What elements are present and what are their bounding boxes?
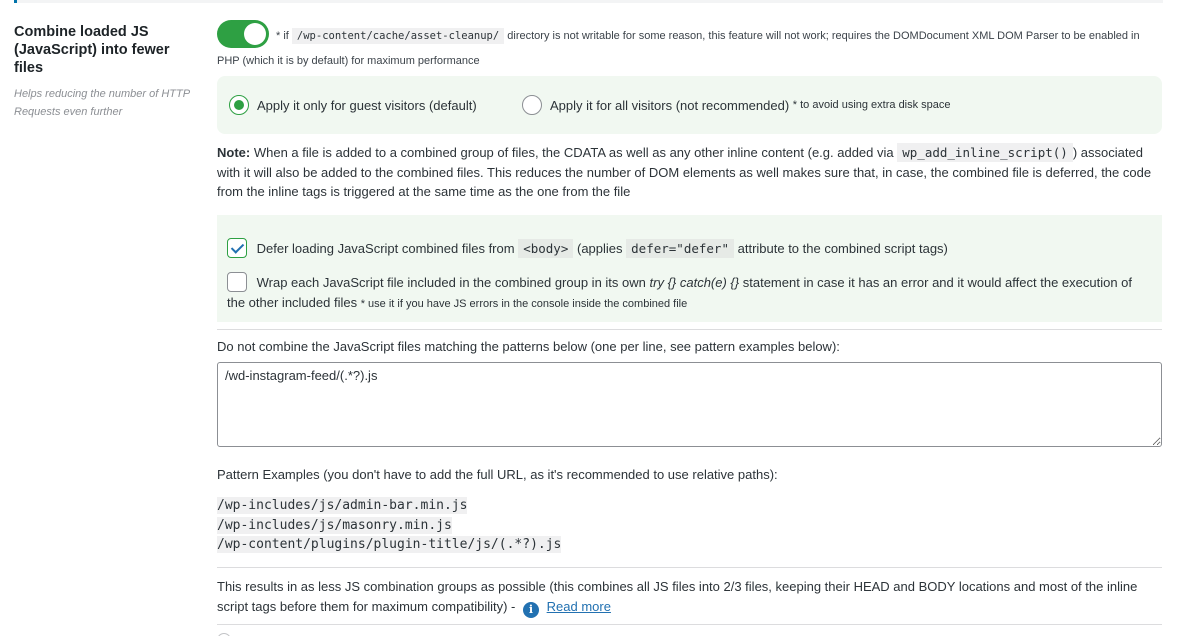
defer-attr-code: defer="defer" (626, 239, 734, 258)
radio-unchecked-icon[interactable] (522, 95, 542, 115)
divider (217, 624, 1162, 625)
exclusions-label: Do not combine the JavaScript files matching the patterns below (one per line, see pattern examples below): (217, 339, 840, 354)
top-divider (14, 0, 1163, 3)
combine-note: Note: When a file is added to a combined group of files, the CDATA as well as any other inline content (e.g. added via wp_add_inline_script() ) associated with it will also be added to the combined files. This reduces the number of DOM elements as well makes sure that, in case, the combined file is deferred, the code from the inline tags is triggered at the same time as the one from the file (217, 145, 1152, 199)
combine-js-toggle[interactable] (217, 20, 269, 48)
radio-guest-visitors[interactable]: Apply it only for guest visitors (default) (229, 95, 477, 115)
pattern-examples: /wp-includes/js/admin-bar.min.js /wp-includes/js/masonry.min.js /wp-content/plugins/plugin-title/js/(.*?).js (217, 498, 562, 552)
combination-summary: This results in as less JS combination groups as possible (this combines all JS files into 2/3 files, keeping their HEAD and BODY locations and most of the inline script tags before them for maximum compatibility) - i Read more (217, 579, 1138, 616)
toggle-knob (244, 23, 266, 45)
exclusion-patterns-textarea[interactable] (217, 362, 1162, 447)
cache-path-code: /wp-content/cache/asset-cleanup/ (292, 28, 504, 44)
setting-label-column (14, 23, 194, 121)
intro-text: * if /wp-content/cache/asset-cleanup/ directory is not writable for some reason, this feature will not work; requires the DOMDocument XML DOM Parser to be enabled in PHP (which it is by default) for maximum performance (217, 30, 1140, 67)
defer-option[interactable]: Defer loading JavaScript combined files from <body> (applies defer="defer" attribute to the combined script tags) (227, 238, 948, 259)
wrap-try-catch-checkbox[interactable] (227, 272, 247, 292)
setting-title: Combine loaded JS (JavaScript) into fewer files (14, 24, 170, 76)
examples-label: Pattern Examples (you don't have to add the full URL, as it's recommended to use relative paths): (217, 467, 778, 482)
info-icon: i (523, 602, 539, 618)
read-more-link[interactable]: Read more (546, 598, 611, 614)
wrap-try-catch-option[interactable]: Wrap each JavaScript file included in the combined group in its own try {} catch(e) {} statement in case it has an error and it would affect the execution of the other included files * use it if you have JS errors in the console inside the combined file (227, 272, 1152, 314)
radio-checked-icon[interactable] (229, 95, 249, 115)
radio-all-visitors[interactable]: Apply it for all visitors (not recommended) * to avoid using extra disk space (522, 95, 951, 115)
body-tag-code: <body> (518, 239, 573, 258)
script-options-panel (217, 215, 1162, 322)
visitor-scope-panel (217, 76, 1162, 134)
section-accent (14, 0, 17, 3)
divider (217, 567, 1162, 568)
setting-description: Helps reducing the number of HTTP Requests even further (14, 88, 190, 118)
defer-checkbox[interactable] (227, 238, 247, 258)
inline-script-code: wp_add_inline_script() (897, 143, 1073, 162)
divider (217, 329, 1162, 330)
